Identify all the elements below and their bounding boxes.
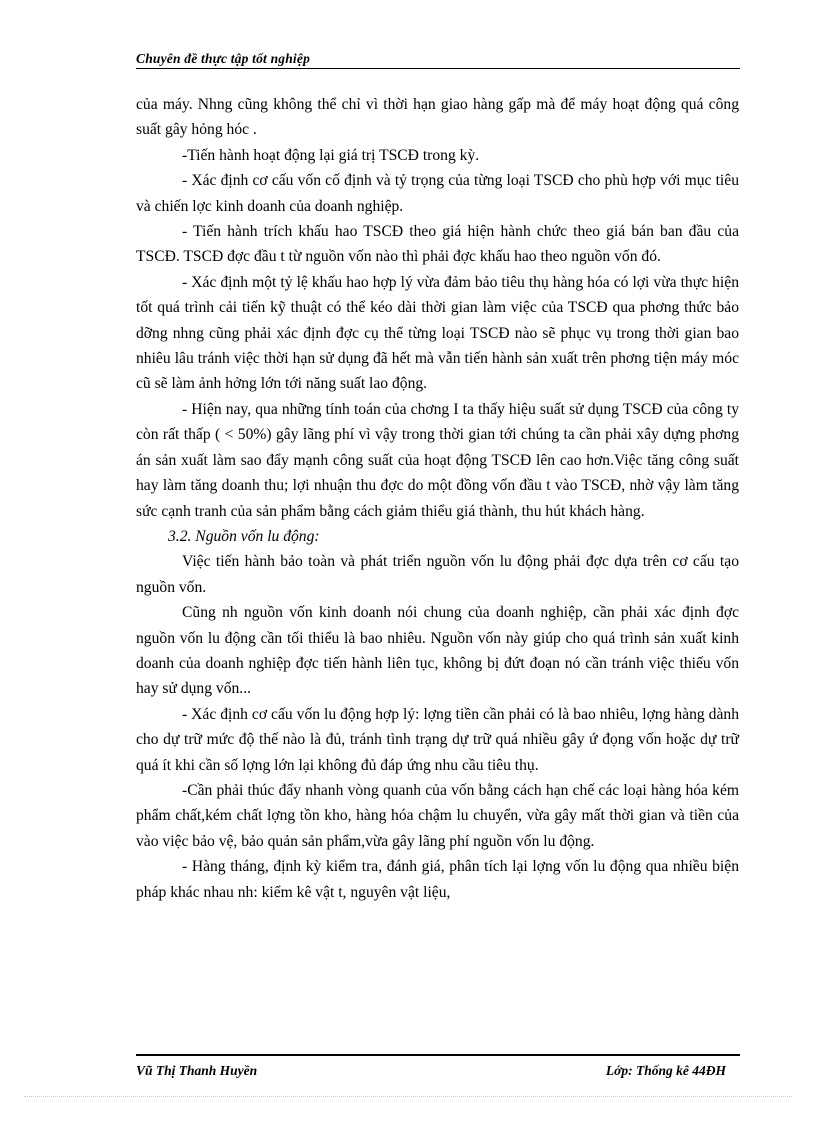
page-header bbox=[136, 50, 740, 69]
footer-author: Vũ Thị Thanh Huyền bbox=[136, 1063, 258, 1078]
paragraph: -Tiến hành hoạt động lại giá trị TSCĐ trong kỳ. bbox=[182, 146, 480, 164]
paragraph: - Xác định cơ cấu vốn cố định và tỷ trọng của từng loại TSCĐ cho phù hợp với mục tiêu và chiến lợc kinh doanh của doanh nghiệp. bbox=[136, 172, 739, 215]
paragraph: - Hiện nay, qua những tính toán của chơng I ta thấy hiệu suất sử dụng TSCĐ của công ty còn rất thấp ( < 50%) gây lãng phí vì vậy trong thời gian tới chúng ta cần phải xây dựng phơng án sản xuất làm sao đẩy mạnh công suất của hoạt động TSCĐ lên cao hơn.Việc tăng công suất hay làm tăng doanh thu; lợi nhuận thu đợc do một đồng vốn đầu t vào TSCĐ, nhờ vậy làm tăng sức cạnh tranh của sản phẩm bằng cách giảm thiểu giá thành, thu hút khách hàng. bbox=[136, 400, 739, 520]
page-boundary-divider bbox=[24, 1096, 792, 1097]
paragraph: - Xác định cơ cấu vốn lu động hợp lý: lợng tiền cần phải có là bao nhiêu, lợng hàng dành cho dự trữ mức độ thế nào là đủ, tránh tình trạng dự trữ quá nhiều gây ứ đọng vốn hoặc dự trữ quá ít khi cần số lợng lớn lại không đủ đáp ứng nhu cầu tiêu thụ. bbox=[136, 705, 739, 774]
document-body bbox=[136, 92, 739, 905]
paragraph: - Xác định một tỷ lệ khấu hao hợp lý vừa đảm bảo tiêu thụ hàng hóa có lợi vừa thực hiện tốt quá trình cải tiến kỹ thuật có thể kéo dài thời gian làm việc của TSCĐ qua phơng thức bảo dỡng nhng cũng phải xác định đợc cụ thể từng loại TSCĐ nào sẽ phục vụ trong thời gian bao nhiêu lâu tránh việc thời hạn sử dụng đã hết mà vẫn tiến hành sản xuất trên phơng tiện máy móc cũ sẽ làm ảnh hởng lớn tới năng suất lao động. bbox=[136, 273, 739, 393]
header-title: Chuyên đề thực tập tốt nghiệp bbox=[136, 51, 311, 66]
section-heading: 3.2. Nguồn vốn lu động: bbox=[168, 527, 320, 545]
paragraph: -Cần phải thúc đẩy nhanh vòng quanh của vốn bằng cách hạn chế các loại hàng hóa kém phẩm chất,kém chất lợng tồn kho, hàng hóa chậm lu chuyển, vừa gây mất thời gian và tiền của vào việc bảo vệ, bảo quản sản phẩm,vừa gây lãng phí nguồn vốn lu động. bbox=[136, 781, 739, 850]
paragraph: - Tiến hành trích khấu hao TSCĐ theo giá hiện hành chức theo giá bán ban đầu của TSCĐ. TSCĐ đợc đầu t từ nguồn vốn nào thì phải đợc khấu hao theo nguồn vốn đó. bbox=[136, 223, 739, 266]
paragraph: Việc tiến hành bảo toàn và phát triển nguồn vốn lu động phải đợc dựa trên cơ cấu tạo nguồn vốn. bbox=[136, 553, 739, 596]
footer-class: Lớp: Thống kê 44ĐH bbox=[605, 1063, 726, 1078]
paragraph: của máy. Nhng cũng không thể chỉ vì thời hạn giao hàng gấp mà để máy hoạt động quá công suất gây hỏng hóc . bbox=[136, 96, 739, 139]
paragraph: Cũng nh nguồn vốn kinh doanh nói chung của doanh nghiệp, cần phải xác định đợc nguồn vốn lu động cần tối thiểu là bao nhiêu. Nguồn vốn này giúp cho quá trình sản xuất kinh doanh của doanh nghiệp đợc tiến hành liên tục, không bị đứt đoạn nó cần tránh việc thiếu vốn hay sử dụng vốn... bbox=[136, 604, 739, 698]
paragraph: - Hàng tháng, định kỳ kiểm tra, đánh giá, phân tích lại lợng vốn lu động qua nhiều biện pháp khác nhau nh: kiểm kê vật t, nguyên vật liệu, bbox=[136, 858, 739, 901]
page-footer bbox=[136, 1054, 740, 1076]
